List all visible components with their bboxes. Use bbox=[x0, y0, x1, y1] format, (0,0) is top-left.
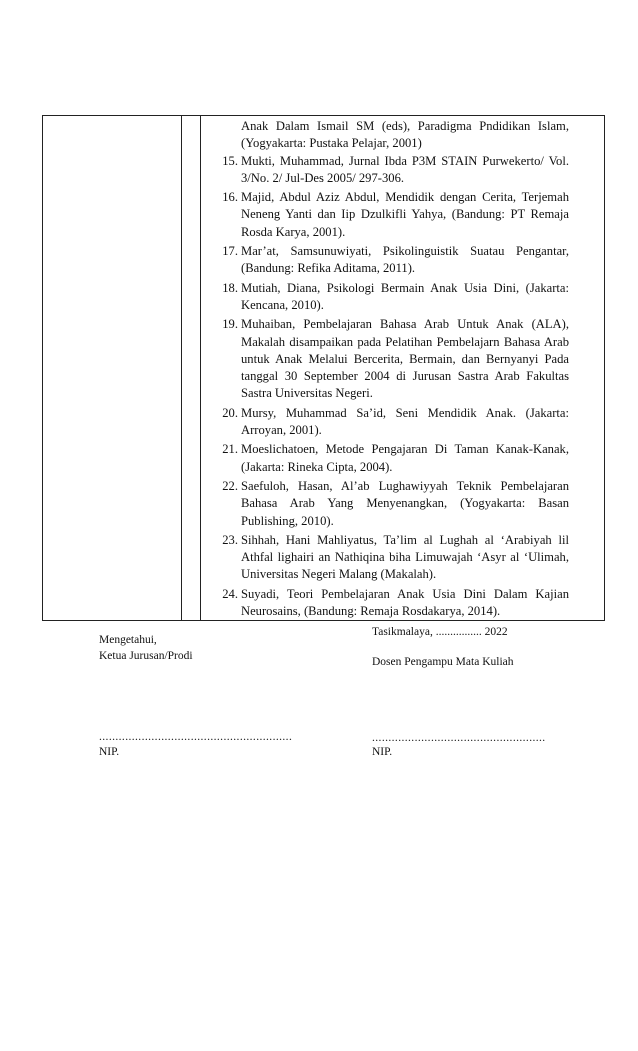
reference-item bbox=[201, 243, 604, 278]
reference-item bbox=[201, 153, 604, 188]
reference-item bbox=[201, 586, 604, 621]
reference-list bbox=[201, 153, 604, 621]
empty-cell-1 bbox=[43, 116, 182, 621]
reference-text: Mukti, Muhammad, Jurnal Ibda P3M STAIN Purwekerto/ Vol. 3/No. 2/ Jul-Des 2005/ 297-306. bbox=[241, 153, 569, 185]
reference-number: 21. bbox=[222, 442, 238, 457]
reference-item bbox=[201, 478, 604, 530]
department-head-title: Ketua Jurusan/Prodi bbox=[99, 650, 193, 662]
place-date: Tasikmalaya, ................ 2022 bbox=[372, 626, 508, 638]
reference-text: Mar’at, Samsunuwiyati, Psikolinguistik Suatau Pengantar, (Bandung: Refika Aditama, 2011). bbox=[241, 244, 569, 276]
reference-number: 15. bbox=[222, 153, 238, 168]
reference-text: Mursy, Muhammad Sa’id, Seni Mendidik Anak. (Jakarta: Arroyan, 2001). bbox=[241, 405, 569, 438]
left-signature-line: ........................................................... bbox=[99, 731, 293, 743]
reference-number: 19. bbox=[222, 317, 238, 332]
reference-table bbox=[42, 115, 605, 621]
reference-number: 22. bbox=[222, 478, 238, 493]
reference-text: Majid, Abdul Aziz Abdul, Mendidik dengan Cerita, Terjemah Neneng Yanti dan Iip Dzulkifli Yahya, (Bandung: PT Remaja Rosda Karya, 2001). bbox=[241, 190, 569, 239]
reference-text: Muhaiban, Pembelajaran Bahasa Arab Untuk Anak (ALA), Makalah disampaikan pada Pelatihan Pembelajarn Bahasa Arab untuk Anak Melalui Bercerita, Bermain, dan Bernyanyi Pada tanggal 30 September 2004 di Jurusan Sastra Arab Fakultas Sastra Universitas Negeri. bbox=[241, 317, 569, 401]
reference-text: Saefuloh, Hasan, Al’ab Lughawiyyah Teknik Pembelajaran Bahasa Arab Yang Menyenangkan, (Yogyakarta: Basan Publishing, 2010). bbox=[241, 478, 569, 528]
reference-item bbox=[201, 441, 604, 476]
reference-text: Sihhah, Hani Mahliyatus, Ta’lim al Lughah al ‘Arabiyah lil Athfal lighairi an Nathiqina biha Limuwajah ‘Asyr al ‘Ulimah, Universitas Negeri Malang (Makalah). bbox=[241, 532, 569, 582]
reference-item bbox=[201, 316, 604, 402]
reference-number: 16. bbox=[222, 190, 238, 205]
reference-text: Mutiah, Diana, Psikologi Bermain Anak Usia Dini, (Jakarta: Kencana, 2010). bbox=[241, 280, 569, 312]
reference-number: 23. bbox=[222, 532, 238, 547]
reference-item bbox=[201, 405, 604, 440]
reference-item bbox=[201, 189, 604, 241]
reference-text: Suyadi, Teori Pembelajaran Anak Usia Dini Dalam Kajian Neurosains, (Bandung: Remaja Rosdakarya, 2014). bbox=[241, 586, 569, 619]
empty-cell-2 bbox=[182, 116, 201, 621]
reference-item bbox=[201, 532, 604, 584]
reference-number: 17. bbox=[222, 244, 238, 259]
reference-continuation: Anak Dalam Ismail SM (eds), Paradigma Pndidikan Islam, (Yogyakarta: Pustaka Pelajar, 2001) bbox=[241, 119, 569, 151]
right-signature-line: ..................................................... bbox=[372, 732, 546, 744]
acknowledged-label: Mengetahui, bbox=[99, 634, 157, 646]
reference-number: 24. bbox=[222, 586, 238, 601]
reference-text: Moeslichatoen, Metode Pengajaran Di Taman Kanak-Kanak, (Jakarta: Rineka Cipta, 2004). bbox=[241, 442, 569, 474]
left-nip-label: NIP. bbox=[99, 746, 120, 758]
reference-number: 18. bbox=[222, 280, 238, 295]
lecturer-title: Dosen Pengampu Mata Kuliah bbox=[372, 656, 514, 668]
right-nip-label: NIP. bbox=[372, 746, 393, 758]
reference-item bbox=[201, 280, 604, 315]
table-row bbox=[43, 116, 605, 621]
reference-number: 20. bbox=[222, 405, 238, 420]
references-cell bbox=[201, 116, 605, 621]
